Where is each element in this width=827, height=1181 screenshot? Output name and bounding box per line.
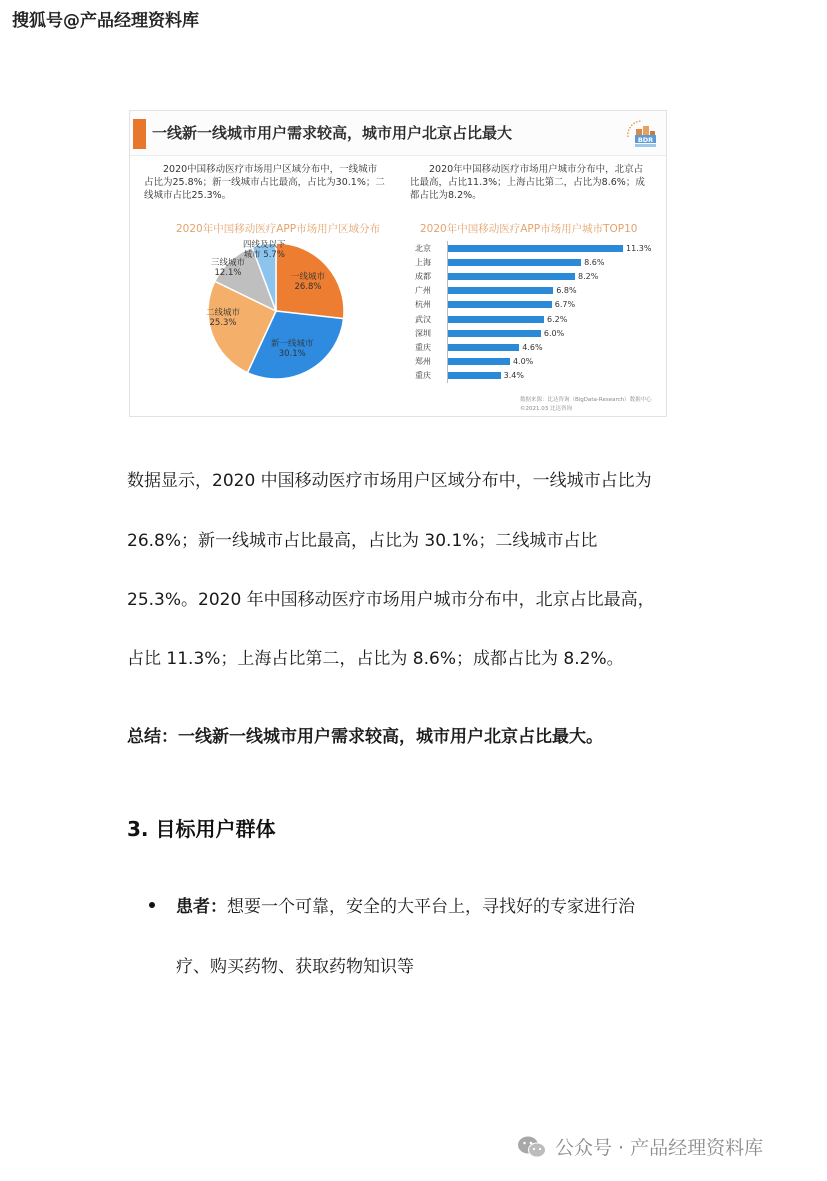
bar-row: [415, 284, 655, 298]
bar: [448, 372, 501, 379]
bar-value-label: 6.0%: [543, 328, 565, 338]
bar-row: [415, 241, 655, 255]
bar-row: [415, 269, 655, 283]
bar-category-label: 重庆: [415, 342, 431, 352]
bar: [448, 273, 575, 280]
bar: [448, 316, 544, 323]
pie-label-tier3: 三线城市 12.1%: [211, 258, 246, 278]
bullet-item: [176, 892, 635, 917]
pie-chart: [201, 236, 351, 386]
bar-category-label: 成都: [415, 271, 431, 281]
copyright-line: ©2021.03 比达咨询: [520, 406, 572, 412]
bar-category-label: 上海: [415, 257, 431, 267]
bar: [448, 245, 623, 252]
bullet-icon: [149, 902, 155, 908]
paragraph-line: 26.8%；新一线城市占比最高，占比为 30.1%；二线城市占比: [127, 531, 598, 551]
bar: [448, 344, 519, 351]
bar-category-label: 郑州: [415, 357, 431, 367]
bar-category-label: 广州: [415, 286, 431, 296]
paragraph-line: 占比 11.3%；上海占比第二，占比为 8.6%；成都占比为 8.2%。: [127, 649, 624, 669]
bar-row: [415, 355, 655, 369]
bar-value-label: 6.7%: [554, 300, 576, 310]
svg-text:BDR: BDR: [637, 136, 654, 144]
bullet-label: 患者：: [176, 897, 227, 917]
infographic-card: [129, 110, 667, 417]
bar-row: [415, 326, 655, 340]
bar-category-label: 深圳: [415, 328, 431, 338]
bar-chart-title: 2020年中国移动医疗APP市场用户城市TOP10: [420, 223, 638, 235]
bar-value-label: 4.0%: [512, 357, 534, 367]
bar-category-label: 重庆: [415, 371, 431, 381]
pie-label-tier2: 二线城市 25.3%: [206, 308, 241, 328]
bar: [448, 287, 553, 294]
bar-value-label: 4.6%: [522, 342, 543, 352]
bullet-text: 想要一个可靠，安全的大平台上，寻找好的专家进行治: [227, 897, 635, 917]
pie-label-tier4: 四线及以下 城市 5.7%: [243, 240, 286, 260]
data-source: [520, 396, 652, 414]
bar-category-label: 武汉: [415, 314, 431, 324]
bar: [448, 358, 510, 365]
footer-watermark: [517, 1133, 763, 1160]
infographic-title: 一线新一线城市用户需求较高，城市用户北京占比最大: [152, 124, 513, 142]
bullet-continuation: 疗、购买药物、获取药物知识等: [176, 957, 414, 977]
accent-bar: [133, 119, 146, 149]
bar-value-label: 8.6%: [584, 257, 605, 267]
pie-label-new-tier1: 新一线城市 30.1%: [271, 339, 314, 359]
bar-row: [415, 369, 655, 383]
bar-value-label: 3.4%: [503, 371, 524, 381]
bar-chart: [415, 241, 655, 383]
bar-row: [415, 255, 655, 269]
source-line: 数据来源：比达咨询（BigData-Research）数据中心: [520, 397, 652, 403]
source-watermark: 搜狐号@产品经理资料库: [12, 11, 199, 31]
summary-text: 总结：一线新一线城市用户需求较高，城市用户北京占比最大。: [127, 727, 603, 747]
bar: [448, 330, 541, 337]
infographic-header: [130, 111, 666, 156]
pie-chart-title: 2020年中国移动医疗APP市场用户区域分布: [176, 223, 381, 235]
bar-row: [415, 312, 655, 326]
pie-description: 2020中国移动医疗市场用户区域分布中，一线城市占比为25.8%；新一线城市占比最高，占比为30.1%；二线城市占比25.3%。: [144, 164, 385, 201]
bar-value-label: 8.2%: [577, 271, 599, 281]
bar-category-label: 杭州: [415, 300, 431, 310]
bar-description: 2020年中国移动医疗市场用户城市分布中，北京占比最高，占比11.3%；上海占比第二，占比为8.6%；成都占比为8.2%。: [410, 164, 645, 201]
bar-category-label: 北京: [415, 243, 431, 253]
bar-row: [415, 340, 655, 354]
section-heading: 3. 目标用户群体: [127, 817, 276, 841]
paragraph-line: 数据显示，2020 中国移动医疗市场用户区域分布中，一线城市占比为: [127, 471, 652, 491]
wechat-icon: [517, 1135, 547, 1159]
bar: [448, 301, 552, 308]
bar-value-label: 11.3%: [626, 243, 652, 253]
bar-value-label: 6.8%: [556, 286, 577, 296]
pie-label-tier1: 一线城市 26.8%: [291, 272, 326, 292]
paragraph-line: 25.3%。2020 年中国移动医疗市场用户城市分布中，北京占比最高，: [127, 590, 655, 610]
bar: [448, 259, 581, 266]
bar-value-label: 6.2%: [547, 314, 568, 324]
bdr-logo-icon: [624, 117, 658, 151]
bar-row: [415, 298, 655, 312]
footer-watermark-text: 公众号 · 产品经理资料库: [555, 1137, 764, 1159]
